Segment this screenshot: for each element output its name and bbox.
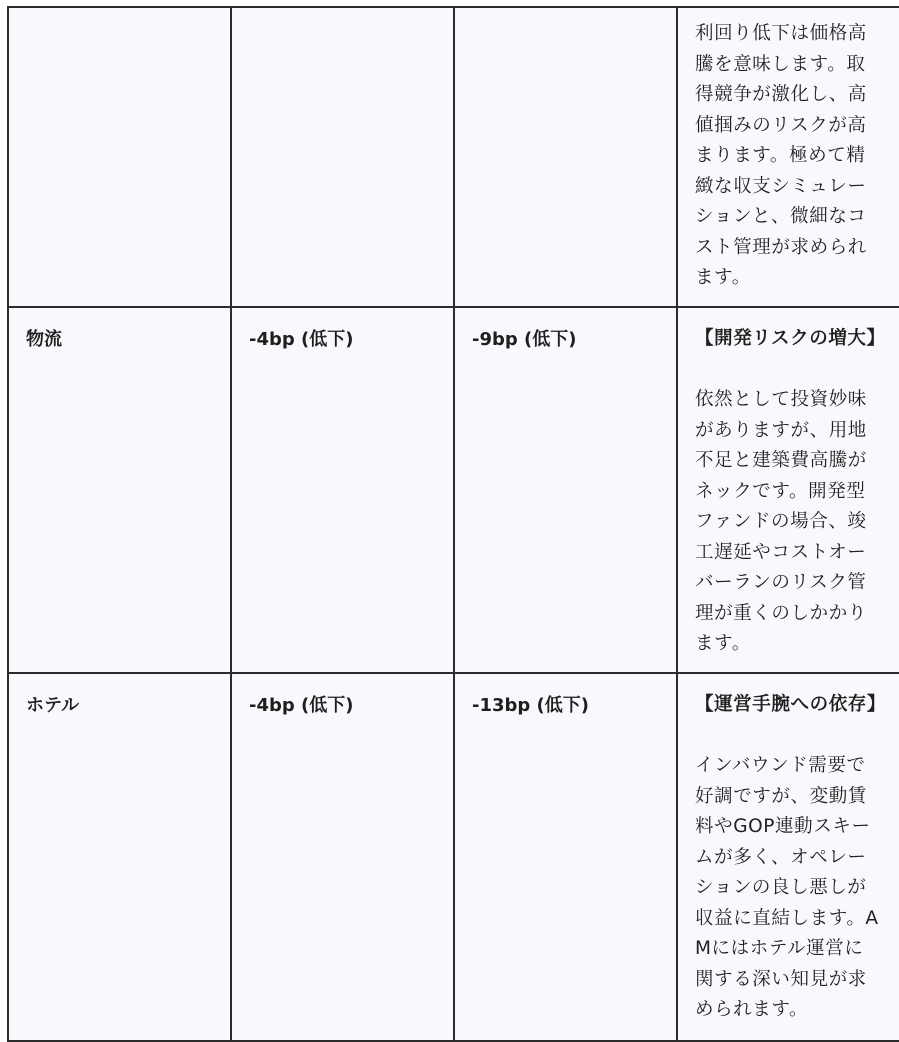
asset-cell	[8, 673, 231, 1041]
note-body: 利回り低下は価格高騰を意味します。取得競争が激化し、高値掴みのリスクが高まります。極めて精緻な収支シミュレーションと、微細なコスト管理が求められます。	[695, 23, 867, 288]
yield-change-b: -9bp (低下)	[472, 328, 577, 350]
yield-change-a: -4bp (低下)	[249, 694, 354, 716]
asset-label: ホテル	[26, 694, 80, 716]
table-row	[8, 673, 899, 1041]
asset-cell	[8, 307, 231, 673]
table-row	[8, 7, 899, 307]
asset-cell	[8, 7, 231, 307]
note-cell	[677, 7, 899, 307]
note-body: インバウンド需要で好調ですが、変動賃料やGOP連動スキームが多く、オペレーションの良し悪しが収益に直結します。AMにはホテル運営に関する深い知見が求められます。	[695, 755, 879, 1020]
note-cell	[677, 673, 899, 1041]
asset-label: 物流	[26, 328, 62, 350]
yield-change-a: -4bp (低下)	[249, 328, 354, 350]
value-cell-a	[231, 7, 454, 307]
comparison-table	[7, 6, 899, 1042]
table-row	[8, 307, 899, 673]
value-cell-a	[231, 307, 454, 673]
value-cell-a	[231, 673, 454, 1041]
note-cell	[677, 307, 899, 673]
value-cell-b	[454, 673, 677, 1041]
note-title: 【開発リスクの増大】	[695, 327, 886, 349]
value-cell-b	[454, 307, 677, 673]
yield-change-b: -13bp (低下)	[472, 694, 590, 716]
note-body: 依然として投資妙味がありますが、用地不足と建築費高騰がネックです。開発型ファンドの場合、竣工遅延やコストオーバーランのリスク管理が重くのしかかります。	[695, 389, 867, 654]
value-cell-b	[454, 7, 677, 307]
note-title: 【運営手腕への依存】	[695, 693, 887, 715]
